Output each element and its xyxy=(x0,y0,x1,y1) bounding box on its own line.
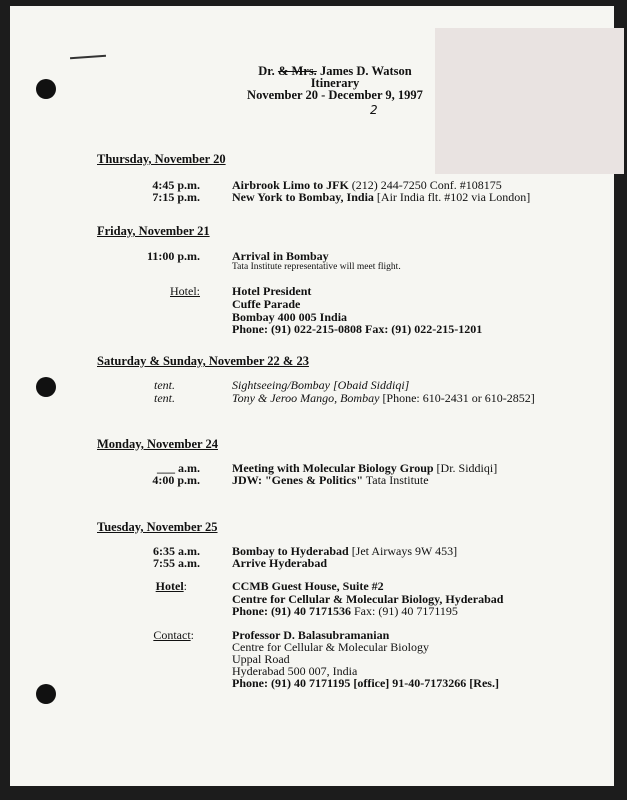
event-time: 7:55 a.m. xyxy=(153,556,200,570)
colon: : xyxy=(190,628,194,642)
contact-phone: Phone: (91) 40 7171195 [office] 91-40-7173266 [Res.] xyxy=(232,676,499,690)
colon: : xyxy=(183,579,187,593)
doc-title: Itinerary xyxy=(310,76,360,90)
traveler-name: Dr. & Mrs. James D. Watson xyxy=(258,64,412,78)
day-title-tuesday: Tuesday, November 25 xyxy=(97,520,218,534)
event-time: tent. xyxy=(154,391,175,405)
punch-hole xyxy=(36,684,56,704)
event-time: 11:00 p.m. xyxy=(146,249,200,263)
contact-label: Contact xyxy=(153,628,191,642)
day-title-weekend: Saturday & Sunday, November 22 & 23 xyxy=(97,354,309,368)
event-line: JDW: "Genes & Politics" Tata Institute xyxy=(232,473,429,487)
contact-label-cell xyxy=(10,628,194,643)
hotel-phone: Phone: (91) 022-215-0808 Fax: (91) 022-215-1201 xyxy=(232,322,483,336)
event-time: 7:15 p.m. xyxy=(152,190,200,204)
event-line: Bombay to Hyderabad [Jet Airways 9W 453] xyxy=(232,544,458,558)
hotel-phone-line: Phone: (91) 40 7171536 Fax: (91) 40 7171195 xyxy=(232,604,458,618)
punch-hole xyxy=(36,79,56,99)
hotel-name: CCMB Guest House, Suite #2 xyxy=(232,579,384,593)
hotel-street: Cuffe Parade xyxy=(232,297,301,311)
event-line: New York to Bombay, India [Air India flt. #102 via London] xyxy=(232,190,531,204)
contact-org: Centre for Cellular & Molecular Biology xyxy=(232,640,429,654)
contact-city: Hyderabad 500 007, India xyxy=(232,664,358,678)
event-note: Tata Institute representative will meet flight. xyxy=(232,262,401,272)
hotel-label: Hotel: xyxy=(170,284,200,298)
event-line: Tony & Jeroo Mango, Bombay [Phone: 610-2431 or 610-2852] xyxy=(232,391,535,405)
punch-hole xyxy=(36,377,56,397)
event-time: 4:45 p.m. xyxy=(152,178,200,192)
hotel-label: Hotel xyxy=(155,579,184,593)
day-title-monday: Monday, November 24 xyxy=(97,437,218,451)
date-range: November 20 - December 9, 1997 xyxy=(247,88,423,102)
event-time: 4:00 p.m. xyxy=(152,473,200,487)
event-time: 6:35 a.m. xyxy=(153,544,200,558)
event-time: ___ a.m. xyxy=(157,461,200,475)
day-title-thursday: Thursday, November 20 xyxy=(97,152,226,166)
hotel-label-cell xyxy=(10,579,187,594)
event-time: tent. xyxy=(154,378,175,392)
hotel-name: Hotel President xyxy=(232,284,312,298)
document-page xyxy=(10,6,614,786)
handwritten-annotation: 2 xyxy=(370,103,378,117)
hotel-city: Bombay 400 005 India xyxy=(232,310,348,324)
hotel-label-cell xyxy=(10,284,200,299)
event-time-cell xyxy=(10,391,175,406)
sticky-note xyxy=(435,28,624,174)
contact-name: Professor D. Balasubramanian xyxy=(232,628,390,642)
event-line: Arrive Hyderabad xyxy=(232,556,327,570)
pen-mark xyxy=(70,55,106,60)
contact-street: Uppal Road xyxy=(232,652,290,666)
event-line: Airbrook Limo to JFK (212) 244-7250 Conf. #108175 xyxy=(232,178,502,192)
event-line: Arrival in Bombay xyxy=(232,249,329,263)
event-line: Sightseeing/Bombay [Obaid Siddiqi] xyxy=(232,378,410,392)
event-line: Meeting with Molecular Biology Group [Dr. Siddiqi] xyxy=(232,461,498,475)
hotel-org: Centre for Cellular & Molecular Biology, Hyderabad xyxy=(232,592,504,606)
day-title-friday: Friday, November 21 xyxy=(97,224,210,238)
itinerary-header xyxy=(210,65,460,101)
